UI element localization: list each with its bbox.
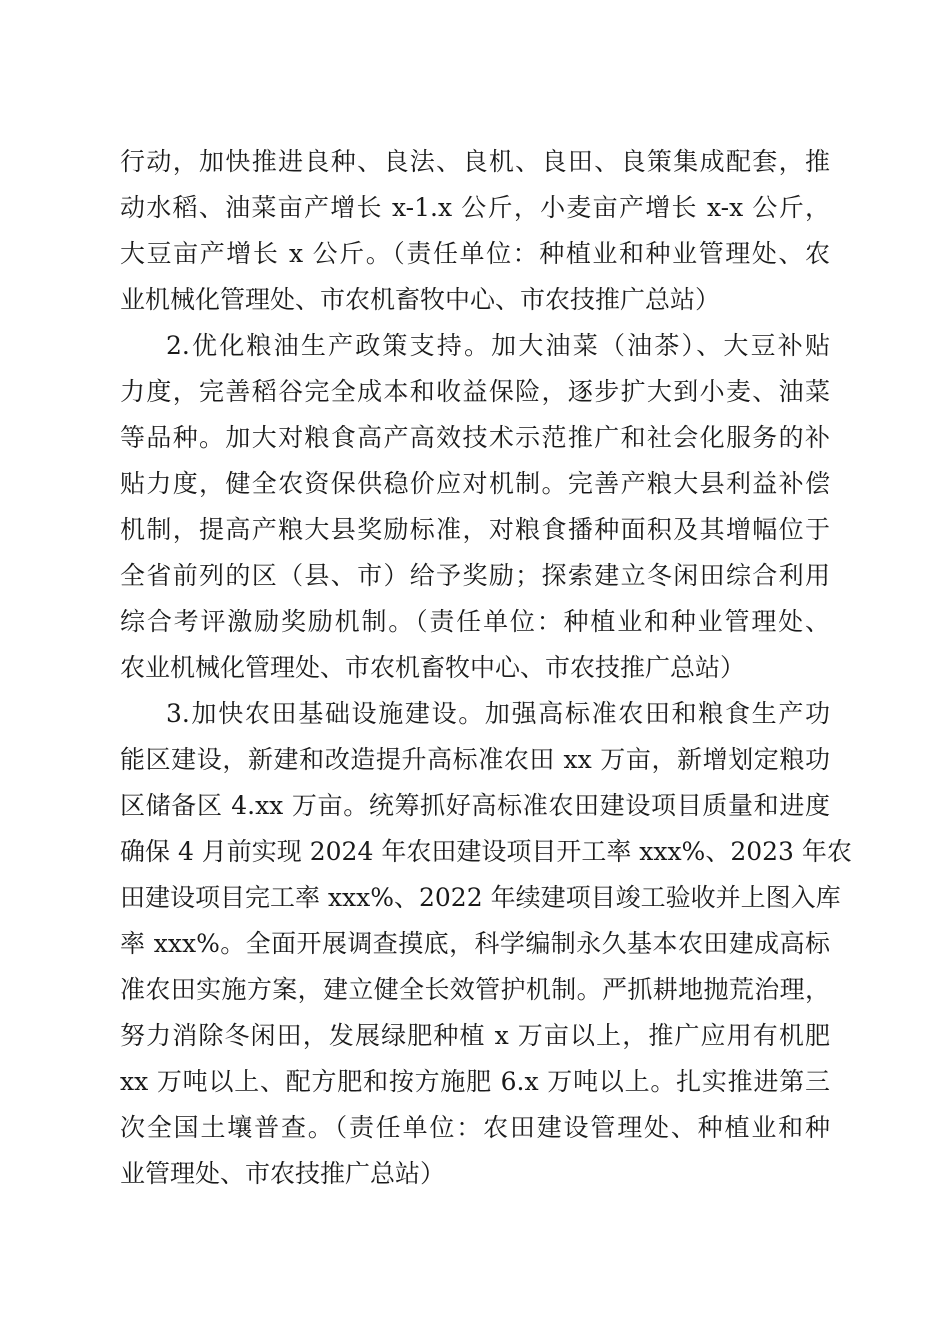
text-line: 行动，加快推进良种、良法、良机、良田、良策集成配套，推 [120, 147, 830, 176]
text-line: 力度，完善稻谷完全成本和收益保险，逐步扩大到小麦、油菜 [120, 377, 830, 406]
text-line: 准农田实施方案，建立健全长效管护机制。严抓耕地抛荒治理， [120, 975, 830, 1004]
text-line: 贴力度，健全农资保供稳价应对机制。完善产粮大县利益补偿 [120, 469, 830, 498]
item-2-heading-line: 2.优化粮油生产政策支持。加大油菜（油茶）、大豆补贴 [166, 331, 830, 360]
text-line: 能区建设，新建和改造提升高标准农田 xx 万亩，新增划定粮功 [120, 745, 830, 774]
text-line: 动水稻、油菜亩产增长 x-1.x 公斤，小麦亩产增长 x-x 公斤， [120, 193, 830, 222]
text-line: 等品种。加大对粮食高产高效技术示范推广和社会化服务的补 [120, 423, 830, 452]
item-3-heading-line: 3.加快农田基础设施建设。加强高标准农田和粮食生产功 [166, 699, 830, 728]
text-line: 率 xxx%。全面开展调查摸底，科学编制永久基本农田建成高标 [120, 929, 830, 958]
text-line: 业管理处、市农技推广总站） [120, 1159, 446, 1188]
text-line: 次全国土壤普查。（责任单位：农田建设管理处、种植业和种 [120, 1113, 830, 1142]
text-line: xx 万吨以上、配方肥和按方施肥 6.x 万吨以上。扎实推进第三 [120, 1067, 830, 1096]
text-line: 全省前列的区（县、市）给予奖励；探索建立冬闲田综合利用 [120, 561, 830, 590]
text-line: 农业机械化管理处、市农机畜牧中心、市农技推广总站） [120, 653, 746, 682]
text-line: 田建设项目完工率 xxx%、2022 年续建项目竣工验收并上图入库 [120, 883, 841, 912]
text-line: 努力消除冬闲田，发展绿肥种植 x 万亩以上，推广应用有机肥 [120, 1021, 830, 1050]
text-line: 确保 4 月前实现 2024 年农田建设项目开工率 xxx%、2023 年农 [120, 837, 852, 866]
text-line: 机制，提高产粮大县奖励标准，对粮食播种面积及其增幅位于 [120, 515, 830, 544]
text-line: 区储备区 4.xx 万亩。统筹抓好高标准农田建设项目质量和进度 [120, 791, 830, 820]
text-line: 大豆亩产增长 x 公斤。（责任单位：种植业和种业管理处、农 [120, 239, 830, 268]
text-line: 综合考评激励奖励机制。（责任单位：种植业和种业管理处、 [120, 607, 830, 636]
text-line: 业机械化管理处、市农机畜牧中心、市农技推广总站） [120, 285, 721, 314]
